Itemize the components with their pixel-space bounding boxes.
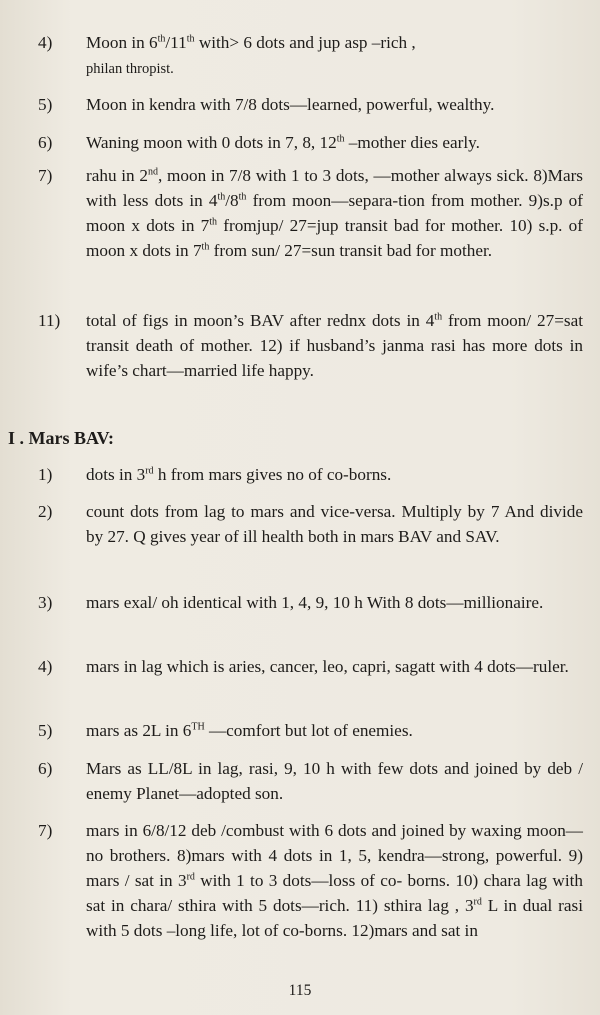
item-number: 2): [38, 502, 53, 521]
item-number: 6): [38, 133, 53, 152]
item-text: mars as 2L in 6TH —comfort but lot of enemies.: [86, 721, 413, 740]
item-number: 5): [38, 721, 53, 740]
item-text: mars exal/ oh identical with 1, 4, 9, 10 h With 8 dots—millionaire.: [86, 593, 544, 612]
item-number: 6): [38, 759, 53, 778]
item-text: mars in 6/8/12 deb /combust with 6 dots and joined by waxing moon—no brothers. 8)mars with 4 dots in 1, 5, kendra—strong, powerful. 9) mars / sat in 3rd with 1 to 3 dots—loss of co- borns. 10) chara lag with sat in chara/ sthira with 5 dots—rich. 11) sthira lag , 3rd L in dual rasi with 5 dots –long life, lot of co-borns. 12)mars and sat in: [86, 821, 584, 940]
page-number: 115: [288, 982, 312, 999]
item-number: 7): [38, 821, 53, 840]
item-number: 7): [38, 166, 53, 185]
item-text: Mars as LL/8L in lag, rasi, 9, 10 h with few dots and joined by deb / enemy Planet—adopted son.: [86, 759, 583, 803]
item-text: mars in lag which is aries, cancer, leo, capri, sagatt with 4 dots—ruler.: [86, 657, 569, 676]
item-subtext: philan thropist.: [86, 61, 174, 77]
item-text: total of figs in moon’s BAV after rednx dots in 4th from moon/ 27=sat transit death of mother. 12) if husband’s janma rasi has more dots in wife’s chart—married life happy.: [86, 311, 583, 380]
item-text: Moon in kendra with 7/8 dots—learned, powerful, wealthy.: [86, 95, 495, 114]
item-text: rahu in 2nd, moon in 7/8 with 1 to 3 dots, —mother always sick. 8)Mars with less dots in 4th/8th from moon—separa-tion from mother. 9)s.p of moon x dots in 7th fromjup/ 27=jup transit bad for mother. 10) s.p. of moon x dots in 7th from sun/ 27=sun transit bad for mother.: [86, 166, 584, 260]
item-number: 1): [38, 465, 53, 484]
item-text: count dots from lag to mars and vice-versa. Multiply by 7 And divide by 27. Q gives year of ill health both in mars BAV and SAV.: [86, 502, 583, 546]
item-number: 4): [38, 657, 53, 676]
section-heading: I . Mars BAV:: [8, 428, 115, 448]
item-text: Waning moon with 0 dots in 7, 8, 12th –mother dies early.: [86, 133, 480, 152]
item-number: 3): [38, 593, 53, 612]
item-number: 5): [38, 95, 53, 114]
item-text: dots in 3rd h from mars gives no of co-borns.: [86, 465, 392, 484]
item-text: Moon in 6th/11th with> 6 dots and jup asp –rich , philan thropist.: [86, 33, 416, 77]
item-number: 11): [38, 311, 61, 330]
item-number: 4): [38, 33, 53, 52]
